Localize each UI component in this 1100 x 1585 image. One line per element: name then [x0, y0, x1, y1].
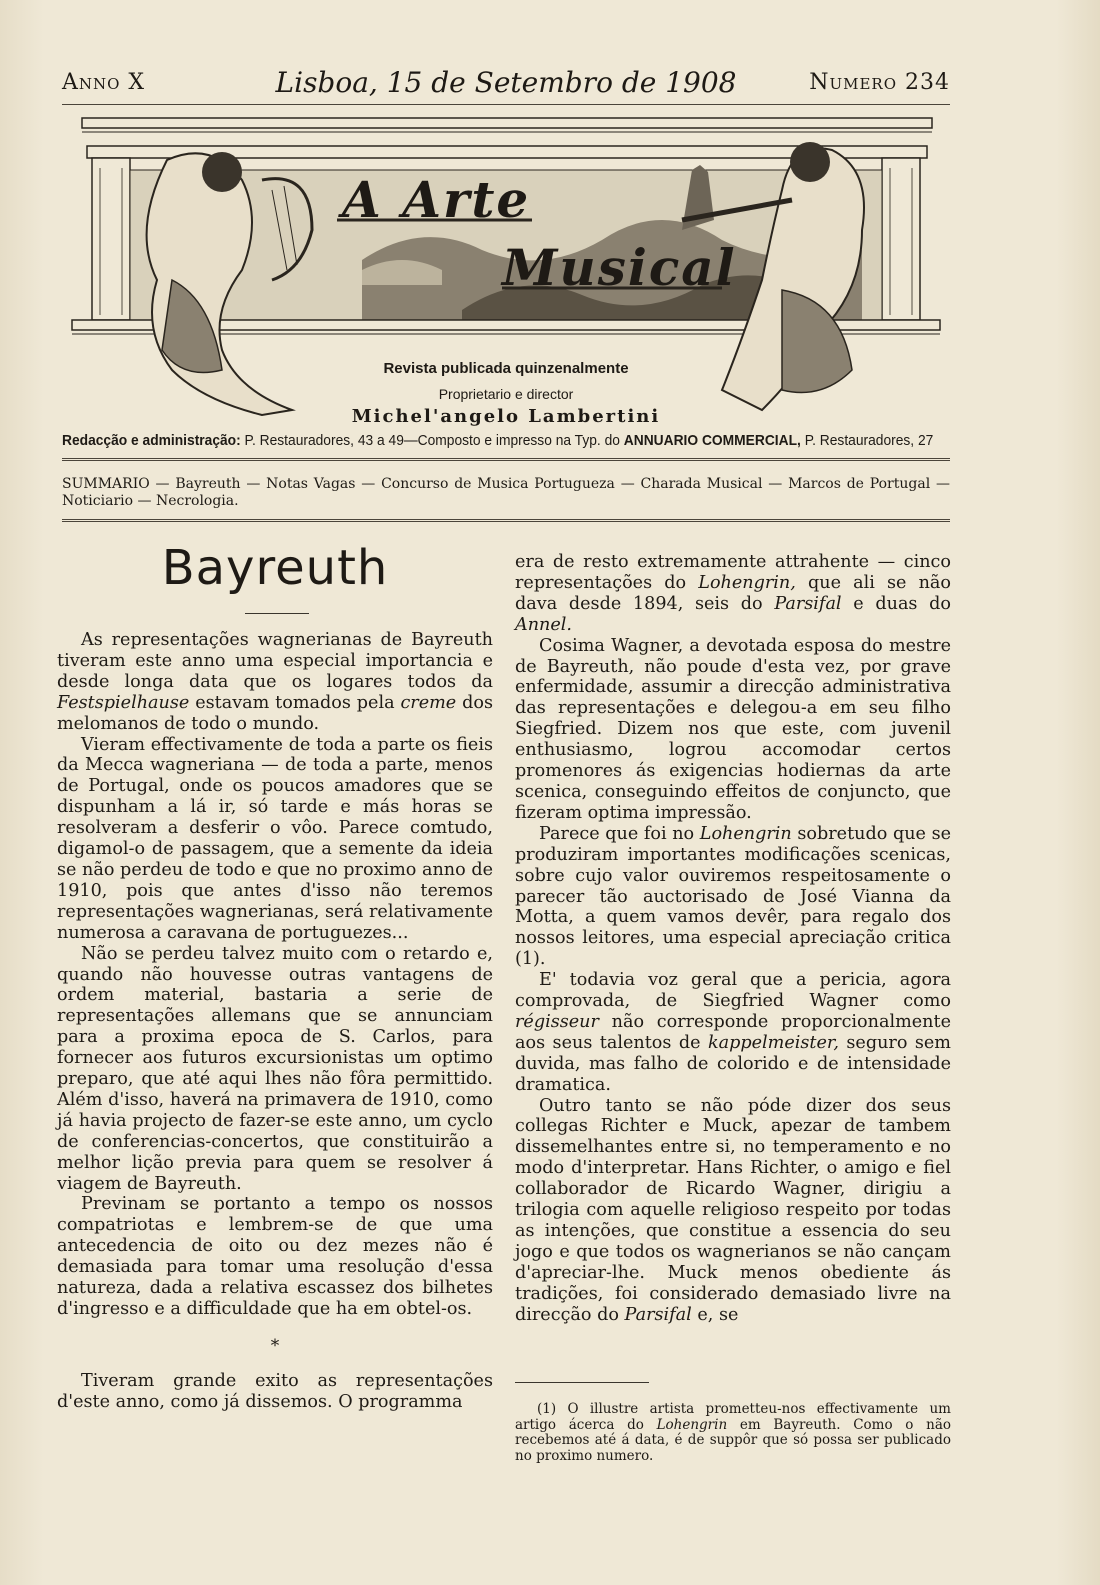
publisher-address [62, 432, 934, 449]
magazine-title-line1: A Arte [342, 170, 531, 229]
header-rule [62, 104, 950, 105]
footnote: (1) O illustre artista prometteu-nos effectivamente um artigo ácerca do Lohengrin em Bayreuth. Como o não recebemos até á data, é de suppôr que só possa ser publicado no proximo numero. [515, 1401, 951, 1464]
redaccao-text: P. Restauradores, 43 a 49—Composto e impresso na Typ. do [240, 432, 624, 449]
contents-rule [62, 519, 950, 522]
proprietor-label: Proprietario e director [438, 386, 574, 402]
masthead-rule [62, 458, 950, 461]
paragraph: Parece que foi no Lohengrin sobretudo que se produziram importantes modificações scenicas, sobre cujo valor ouviremos respeitosamente o parecer tão auctorisado de José Vianna da Motta, a quem vamos devêr, para regalo dos nossos leitores, uma especial apreciação critica (1). [515, 823, 952, 970]
printer-name: ANNUARIO COMMERCIAL, [623, 432, 801, 449]
paragraph: Vieram effectivamente de toda a parte os fieis da Mecca wagneriana — de toda a parte, menos de Portugal, onde os poucos amadores que se dispunham a lá ir, só tarde e más horas se resolveram a desferir o vôo. Parece comtudo, digamol-o de passagem, que a semente da ideia se não perdeu de todo e que no proximo anno de 1910, pois que antes d'isso não teremos representações wagnerianas, será relativamente numerosa a caravana de portuguezes... [57, 734, 493, 943]
paragraph: Tiveram grande exito as representações d'este anno, como já dissemos. O programma [57, 1370, 493, 1412]
paragraph: era de resto extremamente attrahente — cinco representações do Lohengrin, que ali se não dava desde 1894, seis do Parsifal e duas do Annel. [515, 552, 952, 635]
article-title: Bayreuth [161, 540, 389, 596]
redaccao-label: Redacção e administração: [62, 432, 241, 449]
magazine-subtitle: Revista publicada quinzenalmente [383, 360, 629, 377]
paragraph: Outro tanto se não póde dizer dos seus collegas Richter e Muck, apezar de tambem dissemelhantes entre si, no temperamento e no modo d'interpretar. Hans Richter, o amigo e fiel collaborador de Ricardo Wagner, dirigiu a trilogia com aquelle religioso respeito por todas as intenções, que constitue a essencia do seu jogo e que todos os wagnerianos se não cançam d'apreciar-lhe. Muck menos obediente ás tradições, foi considerado demasiado livre na direcção do Parsifal e, se [515, 1095, 951, 1325]
redaccao-end: P. Restauradores, 27 [800, 432, 934, 449]
paragraph: Não se perdeu talvez muito com o retardo e, quando não houvesse outras vantagens de ordem material, bastaria a serie de representações allemans que se annunciam para a proxima epoca de S. Carlos, para fornecer aos futuros excursionistas um optimo preparo, que até aqui lhes não fôra permittido. Além d'isso, haverá na primavera de 1910, como já havia projecto de fazer-se este anno, um cyclo de conferencias-concertos, que constituirão a melhor lição previa para quem se resolver á viagem de Bayreuth. [57, 943, 493, 1194]
director-name: Michel'angelo Lambertini [351, 406, 661, 427]
volume-number: Anno X [62, 70, 146, 95]
footnote-rule [515, 1382, 649, 1383]
article-column-1 [57, 630, 493, 1413]
masthead [62, 110, 950, 440]
paragraph: Cosima Wagner, a devotada esposa do mestre de Bayreuth, não poude d'esta vez, por grave enfermidade, assumir a direcção administrativa das representações e delegou-a em seu filho Siegfried. Dizem nos que este, com juvenil enthusiasmo, logrou accomodar certos promenores ás exigencias hodiernas da arte scenica, conseguindo effeitos de conjuncto, que fizeram optima impressão. [515, 635, 951, 823]
title-rule [245, 613, 309, 614]
paragraph: Previnam se portanto a tempo os nossos compatriotas e lembrem-se de que uma antecedencia de oito ou dez mezes não é demasiada para tomar uma resolução d'essa natureza, dada a relativa escassez dos bilhetes d'ingresso e a difficuldade que ha em obtel-os. [57, 1194, 493, 1319]
article-column-2 [515, 552, 951, 1326]
section-separator: * [270, 1335, 280, 1356]
table-of-contents: SUMMARIO — Bayreuth — Notas Vagas — Concurso de Musica Portugueza — Charada Musical — Marcos de Portugal — Noticiario — Necrologia. [62, 476, 950, 509]
magazine-title-line2: Musical [502, 238, 737, 297]
issue-header [62, 62, 950, 102]
issue-number: Numero 234 [809, 70, 950, 95]
paragraph: As representações wagnerianas de Bayreuth tiveram este anno uma especial importancia e desde longa data que os logares todos da Festspielhause estavam tomados pela creme dos melomanos de todo o mundo. [57, 630, 493, 734]
issue-date: Lisboa, 15 de Setembro de 1908 [275, 66, 737, 99]
paragraph: E' todavia voz geral que a pericia, agora comprovada, de Siegfried Wagner como régisseur não corresponde proporcionalmente aos seus talentos de kappelmeister, seguro sem duvida, mas falho de colorido e de intensidade dramatica. [515, 970, 951, 1095]
